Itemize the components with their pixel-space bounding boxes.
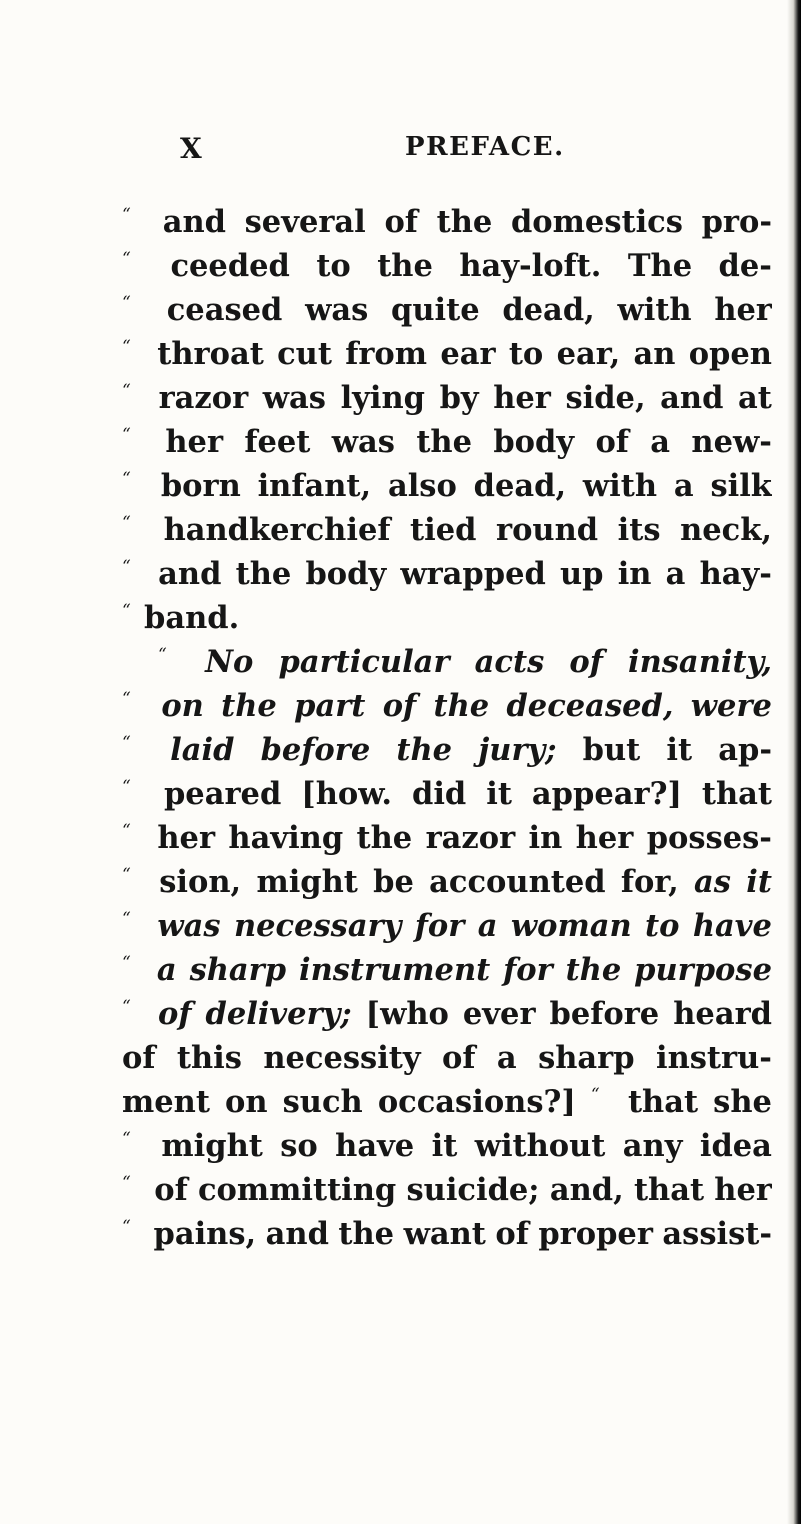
word: any xyxy=(622,1128,683,1164)
word: necessary xyxy=(233,908,402,944)
quote-mark: “ xyxy=(122,821,131,841)
word: so xyxy=(280,1128,318,1164)
word: round xyxy=(496,512,599,548)
quote-mark: “ xyxy=(122,381,131,401)
word: necessity xyxy=(263,1040,421,1076)
quote-mark: “ xyxy=(158,645,167,665)
word: of xyxy=(122,1040,156,1076)
word: in xyxy=(617,556,652,592)
word: such xyxy=(282,1084,363,1120)
word: idea xyxy=(699,1128,772,1164)
word: body xyxy=(493,424,575,460)
word: on xyxy=(225,1084,268,1120)
word: quite xyxy=(391,292,480,328)
word: was xyxy=(331,424,395,460)
word: laid xyxy=(170,732,235,768)
word: of xyxy=(569,644,603,680)
text-line xyxy=(122,420,772,464)
quote-mark: “ xyxy=(122,601,131,621)
word: might xyxy=(161,1128,263,1164)
text-line xyxy=(122,464,772,508)
word: lying xyxy=(340,380,425,416)
word: have xyxy=(335,1128,415,1164)
word: that xyxy=(701,776,772,812)
word: the xyxy=(436,204,493,240)
word: without xyxy=(474,1128,606,1164)
text-line xyxy=(122,244,772,288)
word: its xyxy=(617,512,661,548)
word: proper xyxy=(538,1216,653,1252)
word: that xyxy=(627,1084,699,1120)
word: it xyxy=(486,776,512,812)
word: ear, xyxy=(556,336,621,372)
word: tied xyxy=(410,512,477,548)
word: neck, xyxy=(680,512,772,548)
word: for xyxy=(414,908,465,944)
word: suicide; xyxy=(406,1172,540,1208)
word: at xyxy=(738,380,772,416)
word: on xyxy=(161,688,204,724)
word: but xyxy=(582,732,641,768)
word: of xyxy=(154,1172,188,1208)
word: new- xyxy=(691,424,772,460)
word: up xyxy=(560,556,604,592)
word: before xyxy=(549,996,660,1032)
text-line xyxy=(122,728,772,772)
word: an xyxy=(633,336,676,372)
text-line xyxy=(122,948,772,992)
word: dead, xyxy=(502,292,595,328)
text-line xyxy=(122,684,772,728)
word: the xyxy=(565,952,622,988)
word: cut xyxy=(277,336,332,372)
quote-mark: “ xyxy=(122,469,131,489)
word: deceased, xyxy=(506,688,674,724)
word: accounted xyxy=(429,864,606,900)
running-head xyxy=(180,132,600,166)
word: side, xyxy=(565,380,646,416)
word: several xyxy=(244,204,366,240)
word: for xyxy=(503,952,553,988)
word: posses- xyxy=(646,820,772,856)
quote-mark: “ xyxy=(122,205,131,225)
word: instru- xyxy=(655,1040,772,1076)
text-line xyxy=(122,860,772,904)
word: were xyxy=(690,688,772,724)
word: committing xyxy=(197,1172,397,1208)
quote-mark: “ xyxy=(122,249,131,269)
word: instrument xyxy=(299,952,491,988)
word: of xyxy=(384,204,418,240)
quote-mark: “ xyxy=(122,865,131,885)
word: was xyxy=(305,292,369,328)
word: woman xyxy=(510,908,632,944)
word: it xyxy=(666,732,693,768)
word: the xyxy=(235,556,292,592)
word: and xyxy=(265,1216,329,1252)
word: sharp xyxy=(538,1040,635,1076)
quote-mark: “ xyxy=(122,733,131,753)
text-line xyxy=(122,904,772,948)
word: the xyxy=(377,248,433,284)
text-line xyxy=(122,772,772,816)
word: appear?] xyxy=(531,776,682,812)
word: hay-loft. xyxy=(459,248,602,284)
word: the xyxy=(338,1216,395,1252)
word: razor xyxy=(425,820,516,856)
word: No xyxy=(205,644,254,680)
running-title: PREFACE. xyxy=(405,132,565,162)
word: having xyxy=(228,820,344,856)
quote-mark: “ xyxy=(122,337,131,357)
quote-mark: “ xyxy=(122,909,131,929)
word: and xyxy=(162,204,226,240)
word: did xyxy=(412,776,467,812)
word: ceased xyxy=(166,292,283,328)
quote-mark: “ xyxy=(122,1173,131,1193)
word: the xyxy=(416,424,472,460)
word: [how. xyxy=(301,776,393,812)
quote-mark: “ xyxy=(122,1217,131,1237)
text-line xyxy=(122,288,772,332)
text-line xyxy=(122,1124,772,1168)
text-line xyxy=(122,200,772,244)
word: infant, xyxy=(257,468,372,504)
page-number: X xyxy=(180,132,203,165)
word: open xyxy=(688,336,772,372)
word: to xyxy=(645,908,680,944)
word: and, xyxy=(549,1172,624,1208)
word: for, xyxy=(620,864,679,900)
word: be xyxy=(373,864,414,900)
word: dead, xyxy=(473,468,567,504)
word: silk xyxy=(710,468,772,504)
word: [who xyxy=(365,996,449,1032)
text-line xyxy=(122,1168,772,1212)
text-line xyxy=(122,376,772,420)
quote-mark: “ xyxy=(122,557,131,577)
word: ear xyxy=(440,336,496,372)
word: ap- xyxy=(718,732,772,768)
word: pro- xyxy=(701,204,772,240)
word: sion, xyxy=(159,864,242,900)
word: The xyxy=(627,248,693,284)
word: assist- xyxy=(662,1216,772,1252)
word: ment xyxy=(122,1084,210,1120)
word: her xyxy=(493,380,551,416)
text-line xyxy=(122,640,772,684)
word: with xyxy=(582,468,658,504)
word: of xyxy=(158,996,192,1032)
word: want xyxy=(403,1216,486,1252)
word: and xyxy=(660,380,724,416)
word: with xyxy=(617,292,692,328)
quote-mark: “ xyxy=(122,997,131,1017)
quote-mark: “ xyxy=(122,513,131,533)
word: de- xyxy=(718,248,772,284)
word: it xyxy=(431,1128,458,1164)
word: delivery; xyxy=(205,996,352,1032)
word: and xyxy=(158,556,222,592)
text-line xyxy=(122,552,772,596)
word: wrapped xyxy=(400,556,546,592)
text-line xyxy=(122,508,772,552)
word: occasions?] xyxy=(377,1084,576,1120)
word: by xyxy=(439,380,479,416)
word: the xyxy=(221,688,277,724)
word: a xyxy=(650,424,671,460)
word: throat xyxy=(157,336,264,372)
text-line xyxy=(122,816,772,860)
word: the xyxy=(356,820,413,856)
word: have xyxy=(692,908,772,944)
text-line xyxy=(122,596,772,640)
word: handkerchief xyxy=(163,512,391,548)
word: feet xyxy=(244,424,311,460)
word: might xyxy=(256,864,358,900)
word: of xyxy=(382,688,417,724)
text-line xyxy=(122,992,772,1036)
word: to xyxy=(508,336,544,372)
quote-mark: “ xyxy=(122,777,131,797)
word: sharp xyxy=(189,952,287,988)
text-line xyxy=(122,332,772,376)
word: ever xyxy=(462,996,536,1032)
word: a xyxy=(477,908,498,944)
word: part xyxy=(294,688,366,724)
word: in xyxy=(528,820,563,856)
text-line xyxy=(122,1212,772,1256)
word: her xyxy=(714,292,772,328)
word: domestics xyxy=(510,204,683,240)
text-line xyxy=(122,1080,772,1124)
word: her xyxy=(714,1172,772,1208)
word: a xyxy=(156,952,177,988)
word: she xyxy=(713,1084,772,1120)
quote-mark: “ xyxy=(122,425,131,445)
word: particular xyxy=(278,644,450,680)
word: this xyxy=(176,1040,242,1076)
word: her xyxy=(157,820,216,856)
word: hay- xyxy=(699,556,772,592)
word: of xyxy=(595,424,629,460)
word: a xyxy=(673,468,694,504)
text-line xyxy=(122,1036,772,1080)
word: it xyxy=(746,864,772,900)
word: from xyxy=(345,336,428,372)
word: insanity, xyxy=(628,644,772,680)
word: band. xyxy=(144,600,240,636)
word: razor xyxy=(158,380,249,416)
word: a xyxy=(496,1040,517,1076)
word: before xyxy=(260,732,371,768)
word: heard xyxy=(673,996,772,1032)
word: the xyxy=(433,688,490,724)
word: also xyxy=(387,468,457,504)
page-edge-shadow xyxy=(787,0,801,1524)
word: pains, xyxy=(153,1216,257,1252)
word: peared xyxy=(163,776,282,812)
quote-mark: “ xyxy=(122,1129,131,1149)
word: body xyxy=(305,556,387,592)
word: of xyxy=(495,1216,529,1252)
word: her xyxy=(575,820,634,856)
word: to xyxy=(316,248,351,284)
word: born xyxy=(160,468,241,504)
quote-mark: “ xyxy=(122,293,131,313)
word: as xyxy=(694,864,731,900)
word: purpose xyxy=(634,952,772,988)
word: ceeded xyxy=(170,248,290,284)
body-text xyxy=(122,200,772,1256)
word: was xyxy=(157,908,221,944)
word: acts xyxy=(474,644,545,680)
word: jury; xyxy=(478,732,557,768)
quote-mark: “ xyxy=(122,953,131,973)
word: was xyxy=(262,380,326,416)
quote-mark: “ xyxy=(590,1085,600,1105)
word: that xyxy=(633,1172,705,1208)
word: of xyxy=(442,1040,476,1076)
quote-mark: “ xyxy=(122,689,131,709)
word: her xyxy=(165,424,224,460)
word: a xyxy=(665,556,686,592)
word: the xyxy=(396,732,453,768)
